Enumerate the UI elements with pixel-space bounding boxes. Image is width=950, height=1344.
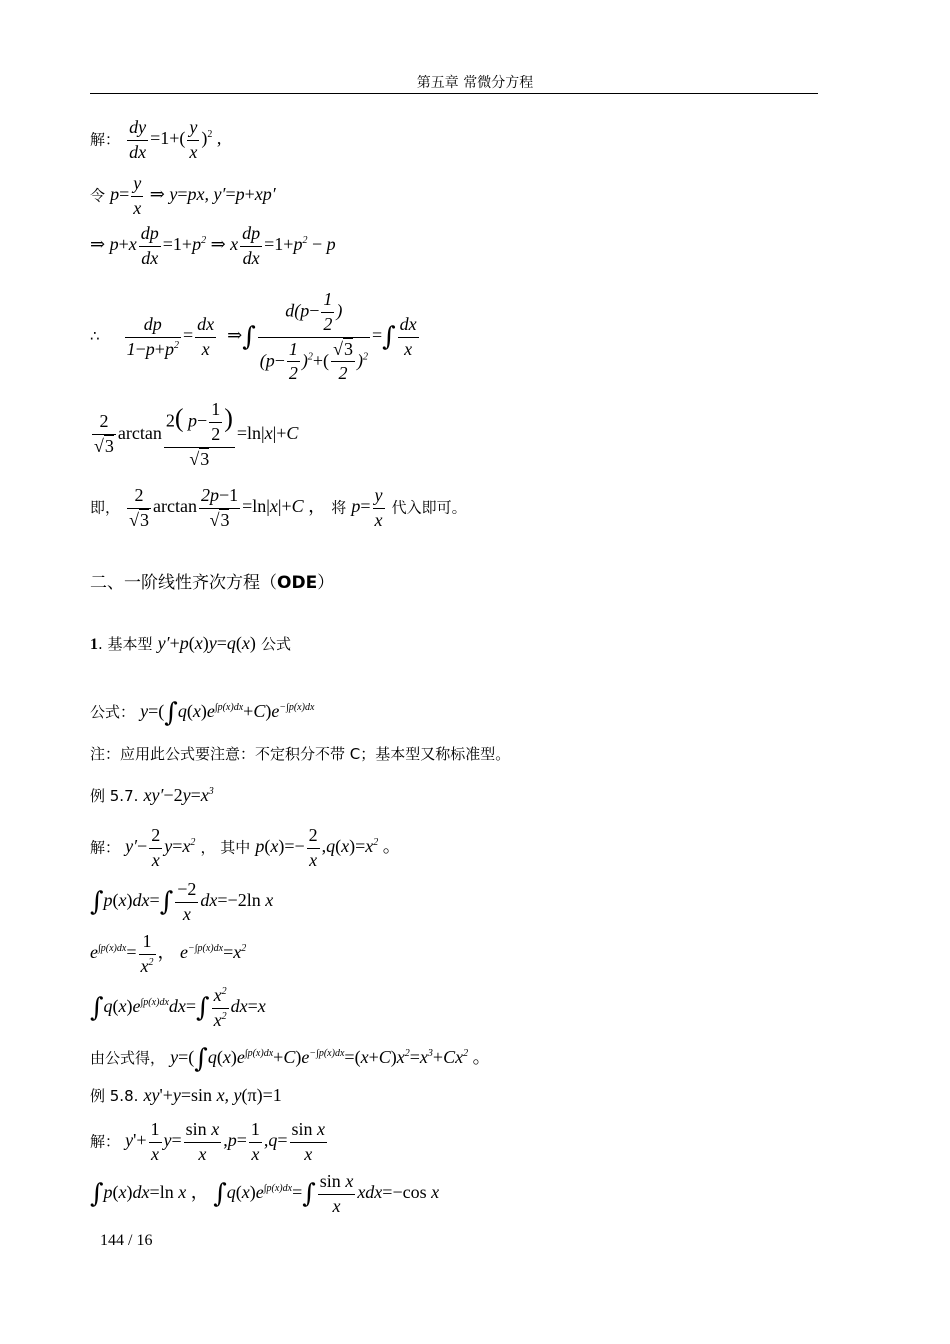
from-formula-label: 由公式得，: [90, 1049, 166, 1068]
equation-5: $\frac{2}{√3}$ arctan 2( p− $\frac{1}{2}$ ) √3 =ln|x|+C: [94, 399, 299, 469]
example-5-7: [90, 786, 214, 804]
integrals-5-8: [90, 1172, 439, 1217]
solution-5-7-label: 解：: [90, 838, 121, 857]
result-line: [90, 486, 467, 531]
integral-p-line: [90, 880, 273, 925]
item-1-text: . 基本型: [98, 635, 153, 653]
equation-basic: y′+p(x)y=q(x): [157, 633, 256, 653]
page-number: 144 / 16: [100, 1232, 153, 1249]
equation-final: $y=(\int q(x)e^{\int p(x)dx}+C)e^{-\int p(x)dx}=(x+C)x^2=x^3+Cx^2$ 。: [170, 1044, 491, 1074]
equation-sol57: y′− $\frac{2}{x}$ $y=x^2$: [125, 825, 196, 870]
equation-1: $\frac{dy}{dx}$ =1+( $\frac{y}{x}$ )$^2$ ,: [129, 117, 222, 162]
solution-5-7-mid: ， 其中: [200, 838, 251, 857]
therefore-symbol: ∴: [90, 327, 100, 346]
substitute-label: 将: [331, 498, 347, 517]
formula-label: 公式：: [90, 703, 136, 722]
section-title-close: ）: [317, 573, 335, 593]
equation-6: $\frac{2}{√3}$ arctan $\frac{2p-1}{√3}$ =ln|x|+C ，: [129, 485, 327, 530]
equation-exp: $e^{\int p(x)dx}=$ $\frac{1}{x^2}$ ， $e^{-\int p(x)dx}=x^2$: [90, 931, 247, 976]
formula-line: [90, 700, 314, 726]
example-5-7-label: 例 5.7.: [90, 787, 139, 805]
item-1: [90, 634, 291, 653]
equation-int58: ∫p(x)dx=ln x ， $\int q(x)e^{\int p(x)dx}=\int$ $\frac{\text{sin x}}{x}$ xdx=−cos x: [90, 1171, 440, 1216]
item-1-tail: 公式: [260, 635, 291, 653]
substitute-tail: 代入即可。: [391, 498, 467, 517]
exponential-line: [90, 932, 246, 977]
equation-ex57: $xy'-2y=x^3$: [143, 785, 214, 805]
solution-5-7: [90, 826, 401, 871]
arctan-line: [90, 400, 298, 469]
header-rule: [90, 93, 818, 94]
solution-5-8: [90, 1120, 329, 1165]
equation-2: p= $\frac{y}{x}$ ⇒ y=px, y′=p+xp′: [110, 173, 276, 218]
solution-label: 解：: [90, 130, 121, 149]
therefore-line: [90, 290, 421, 384]
section-title-bold: ODE: [277, 573, 318, 593]
final-line: [90, 1046, 491, 1072]
chapter-header: 第五章 常微分方程: [416, 75, 534, 91]
substitution-line: [90, 174, 276, 219]
equation-4: $\frac{dp}{1-p+p^2}$ = $\frac{dx}{x}$ ⇒∫ d(p− $\frac{1}{2}$ ) (p− $\frac{1}{2}$ )$^2$+( $\frac{√3}{2}$ )$^2$ =∫ $\frac{dx}{x}$: [126, 289, 417, 384]
equation-sol58: y'+ $\frac{1}{x}$ y= $\frac{\text{sin x}}{x}$ ,p= $\frac{1}{x}$ ,q= $\frac{\text{sin x}}{x}$: [125, 1119, 326, 1164]
note-text: 注：应用此公式要注意：不定积分不带 C；基本型又称标准型。: [90, 745, 511, 763]
solution-line-1: [90, 118, 221, 163]
equation-sol57b: p(x)=− $\frac{2}{x}$ $,q(x)=x^2$ 。: [255, 825, 401, 870]
equation-int-q: $\int q(x)e^{\int p(x)dx}dx=\int$ $\frac{x^2}{x^2}$ dx=x: [90, 985, 266, 1030]
let-label: 令: [90, 186, 106, 205]
equation-6b: p= $\frac{y}{x}$: [351, 485, 383, 530]
equation-int-p: ∫p(x)dx=∫ $\frac{-2}{x}$ dx=−2ln x: [90, 879, 274, 924]
section-title-text: 二、一阶线性齐次方程（: [90, 573, 277, 593]
equation-ex58: xy'+y=sin x, y(π)=1: [143, 1085, 282, 1105]
derivation-line: [90, 224, 336, 269]
integral-q-line: [90, 986, 266, 1031]
section-title: [90, 568, 334, 593]
example-5-8: [90, 1086, 282, 1104]
solution-5-8-label: 解：: [90, 1132, 121, 1151]
example-5-8-label: 例 5.8.: [90, 1087, 139, 1105]
equation-formula: $y=(\int q(x)e^{\int p(x)dx}+C)e^{-\int p(x)dx}$: [140, 698, 315, 728]
equation-3: ⇒ p+x $\frac{dp}{dx}$ $=1+p^2$ ⇒ x $\frac{dp}{dx}$ $=1+p^2 - p$: [90, 223, 336, 268]
note-line: [90, 746, 510, 762]
namely-label: 即，: [90, 498, 121, 517]
item-1-number: 1: [90, 636, 98, 653]
